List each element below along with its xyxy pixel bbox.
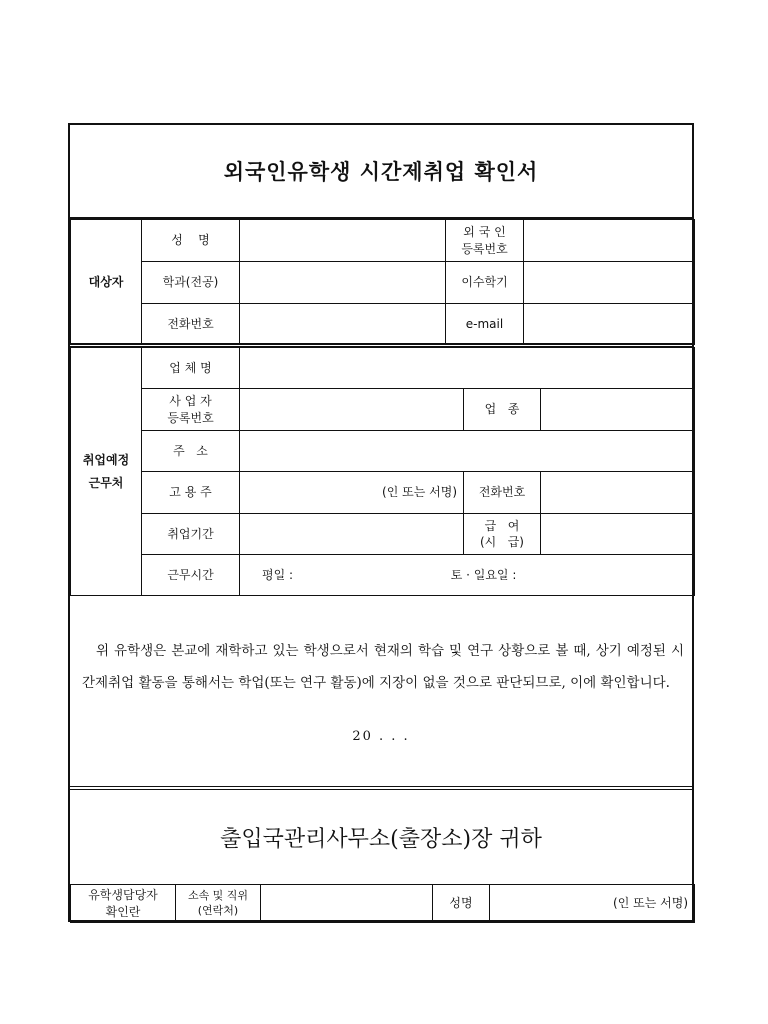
confirmation-form xyxy=(68,123,694,922)
semesters-label: 이수학기 xyxy=(446,262,524,304)
addressee-text: 출입국관리사무소(출장소)장 귀하 xyxy=(220,826,542,852)
wage-label: 급 여 (시 급) xyxy=(464,514,541,555)
wage-field[interactable] xyxy=(541,514,695,555)
address-field[interactable] xyxy=(240,431,695,472)
industry-field[interactable] xyxy=(541,389,695,431)
company-label: 업 체 명 xyxy=(142,348,240,389)
workplace-section-label: 취업예정 근무처 xyxy=(71,348,142,596)
phone-field[interactable] xyxy=(240,304,446,345)
officer-name-label: 성명 xyxy=(433,885,490,923)
alien-reg-label: 외 국 인 등록번호 xyxy=(446,220,524,262)
employer-phone-label: 전화번호 xyxy=(464,472,541,514)
officer-dept-field[interactable] xyxy=(261,885,433,923)
statement-date: 20 . . . xyxy=(352,729,410,744)
officer-table xyxy=(70,884,695,923)
officer-sign-text: (인 또는 서명) xyxy=(613,896,688,911)
email-field[interactable] xyxy=(524,304,695,345)
alien-reg-field[interactable] xyxy=(524,220,695,262)
period-label: 취업기간 xyxy=(142,514,240,555)
employer-sign-text: (인 또는 서명) xyxy=(382,485,457,500)
phone-label: 전화번호 xyxy=(142,304,240,345)
weekend-label: 토 · 일요일 : xyxy=(450,567,517,582)
employer-phone-field[interactable] xyxy=(541,472,695,514)
form-title: 외국인유학생 시간제취업 확인서 xyxy=(223,160,539,184)
employer-label: 고 용 주 xyxy=(142,472,240,514)
officer-section-label: 유학생담당자 확인란 xyxy=(71,885,176,923)
hours-label: 근무시간 xyxy=(142,555,240,596)
major-field[interactable] xyxy=(240,262,446,304)
bizreg-label: 사 업 자 등록번호 xyxy=(142,389,240,431)
period-field[interactable] xyxy=(240,514,464,555)
name-label: 성 명 xyxy=(142,220,240,262)
officer-dept-label: 소속 및 직위 (연락처) xyxy=(176,885,261,923)
target-table xyxy=(70,219,695,345)
form-title-box xyxy=(70,125,692,219)
company-field[interactable] xyxy=(240,348,695,389)
hours-field[interactable] xyxy=(240,555,695,596)
name-field[interactable] xyxy=(240,220,446,262)
semesters-field[interactable] xyxy=(524,262,695,304)
target-section-label: 대상자 xyxy=(71,220,142,345)
weekday-label: 평일 : xyxy=(262,567,294,582)
address-label: 주 소 xyxy=(142,431,240,472)
workplace-table xyxy=(70,347,695,596)
bizreg-field[interactable] xyxy=(240,389,464,431)
employer-field[interactable] xyxy=(240,472,464,514)
addressee xyxy=(70,790,692,884)
officer-sign-field[interactable] xyxy=(490,885,695,923)
statement-text: 위 유학생은 본교에 재학하고 있는 학생으로서 현재의 학습 및 연구 상황으로 볼 때, 상기 예정된 시간제취업 활동을 통해서는 학업(또는 연구 활동)에 지장이 없을 것으로 판단되므로, 이에 확인합니다. xyxy=(82,643,684,691)
industry-label: 업 종 xyxy=(464,389,541,431)
email-label: e-mail xyxy=(446,304,524,345)
statement-paragraph xyxy=(70,593,692,787)
major-label: 학과(전공) xyxy=(142,262,240,304)
